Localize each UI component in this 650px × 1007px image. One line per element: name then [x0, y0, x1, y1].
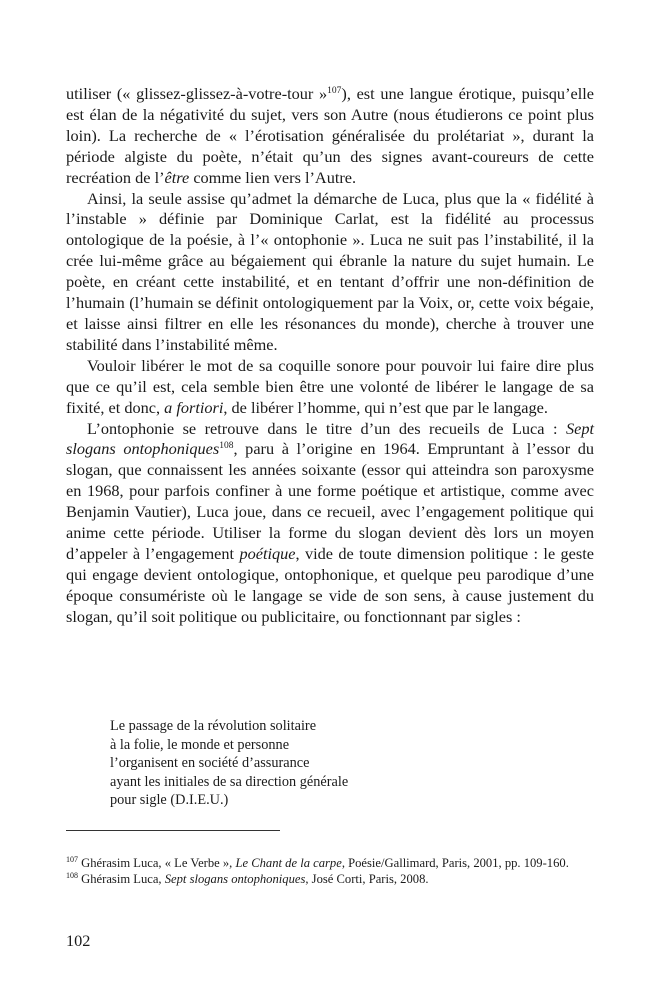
footnote-separator [66, 830, 280, 831]
body-text [66, 84, 594, 628]
paragraph-1 [66, 84, 594, 189]
text-run: Vouloir libérer le mot de sa coquille sonore pour pouvoir lui faire dire plus que ce qu’il est, cela semble bien être une volonté de libérer le langage de sa fixité, et donc, [66, 355, 594, 417]
italic-text: être [164, 167, 190, 187]
quote-line: l’organisent en société d’assurance [110, 755, 310, 772]
page-number: 102 [66, 931, 91, 950]
text-run: , José Corti, Paris, 2008. [305, 872, 429, 887]
quote-line: Le passage de la révolution solitaire [110, 718, 317, 734]
footnote-ref: 107 [327, 86, 342, 96]
italic-text: Le Chant de la carpe [235, 856, 342, 870]
quote-line: ayant les initiales de sa direction générale [110, 773, 349, 790]
text-run: L’ontophonie se retrouve dans le titre d’un des recueils de Luca : [87, 418, 566, 438]
paragraph-2 [66, 189, 594, 356]
text-run: , vide de toute dimension politique : le geste qui engage devient ontologique, ontophonique, et quelque peu parodique d’une époque consumériste où le langage se vide de son sens, à cause justement du slogan, qu’il soit politique ou publicitaire, ou fonctionnant par sigles : [66, 543, 594, 626]
text-run: , Poésie/Gallimard, Paris, 2001, pp. 109-160. [341, 856, 569, 870]
text-run: , paru à l’origine en 1964. Empruntant à l’essor du slogan, que connaissent les années soixante (essor qui atteindra son paroxysme en 1968, pour parfois confiner à une forme poétique et artistique, comme avec Benjamin Vautier), Luca joue, dans ce recueil, avec l’engagement politique qui anime cette période. Utiliser la forme du slogan devient dès lors un moyen d’appeler à l’engagement [66, 439, 594, 563]
footnote-ref: 108 [66, 871, 78, 881]
block-quote [110, 717, 348, 810]
footnote-108 [66, 871, 594, 887]
text-run: , de libérer l’homme, qui n’est que par le langage. [223, 397, 548, 417]
footnote-107 [66, 855, 594, 871]
italic-text: a fortiori [164, 397, 224, 417]
quote-line: pour sigle (D.I.E.U.) [110, 792, 229, 809]
quote-line: à la folie, le monde et personne [110, 736, 290, 753]
text-run: Ghérasim Luca, « Le Verbe », [78, 856, 236, 870]
footnotes [66, 855, 594, 888]
text-run: utiliser (« glissez-glissez-à-votre-tour » [66, 84, 328, 103]
text-run: Ghérasim Luca, [78, 872, 165, 887]
italic-text: Sept slogans ontophoniques [164, 872, 306, 887]
text-run: Ainsi, la seule assise qu’admet la démarche de Luca, plus que la « fidélité à l’instable » définie par Dominique Carlat, est la fidélité au processus ontologique de la poésie, à l’« ontophonie ». Luca ne suit pas l’instabilité, il la crée lui-même grâce au bégaiement qui ébranle la nature du sujet humain. Le poète, en créant cette instabilité, et en tentant d’offrir une non-définition de l’humain (l’humain se définit ontologiquement par la Voix, or, cette voix bégaie, et laisse ainsi filtrer en elle les résonances du monde), cherche à trouver une stabilité dans l’instabilité même. [66, 188, 594, 354]
text-run: comme lien vers l’Autre. [189, 167, 357, 187]
paragraph-4 [66, 419, 594, 628]
text-run: ), est une langue érotique, puisqu’elle est élan de la négativité du sujet, vers son Autre (nous étudierons ce point plus loin). La recherche de « l’érotisation généralisée du prolétariat », durant la période algiste du poète, n’était qu’un des signes avant-coureurs de cette recréation de l’ [66, 84, 594, 187]
footnote-ref: 108 [219, 441, 234, 452]
italic-text: poétique [239, 543, 296, 563]
italic-text: Sept slogans ontophoniques [66, 418, 594, 459]
footnote-ref: 107 [66, 855, 78, 864]
paragraph-3 [66, 356, 594, 419]
